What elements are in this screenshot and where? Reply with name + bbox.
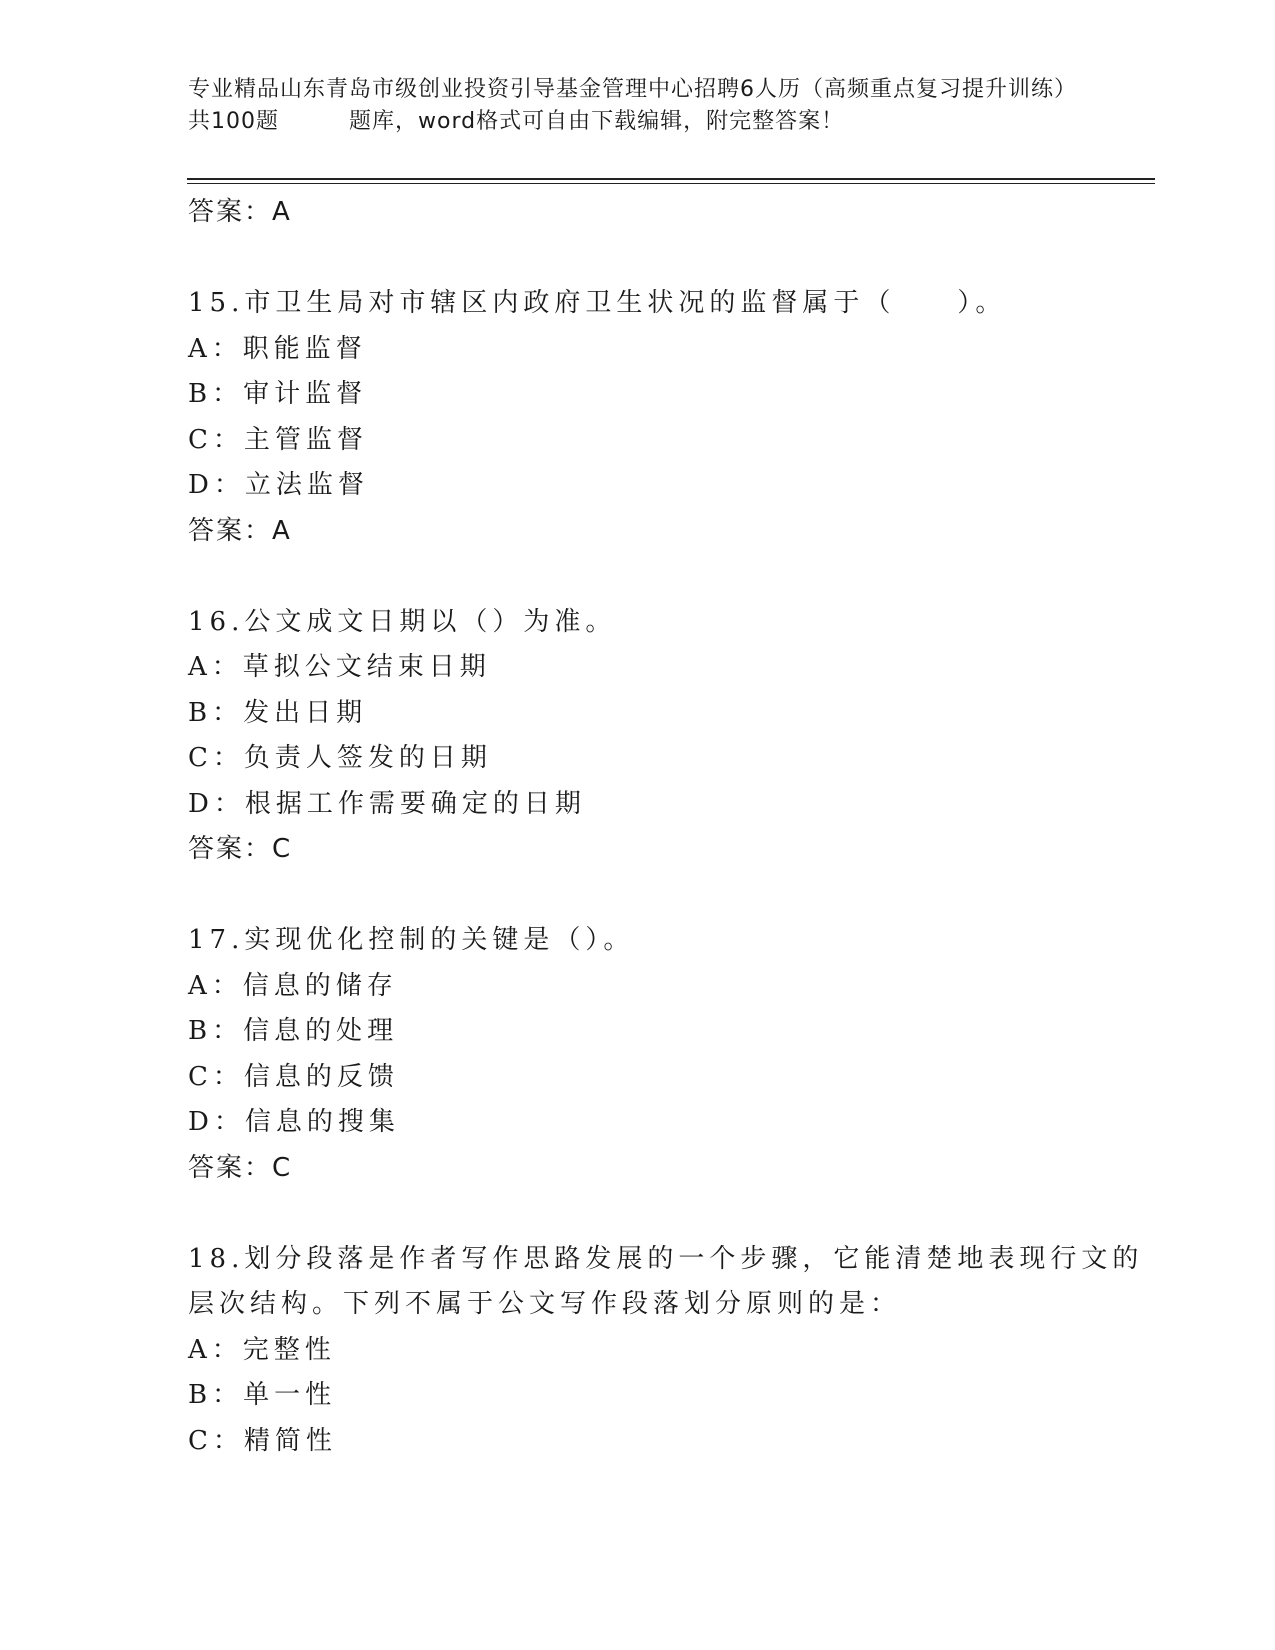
header-rule (187, 178, 1155, 180)
question-stem: 16.公文成文日期以（）为准。 (188, 606, 617, 637)
question-18 (188, 1237, 1144, 1465)
option-b: B：审计监督 (188, 379, 368, 409)
option-d: D：立法监督 (188, 470, 369, 500)
option-b: B：发出日期 (188, 697, 368, 728)
option-c: C：精简性 (188, 1425, 337, 1456)
option-a: A：草拟公文结束日期 (188, 652, 491, 682)
option-b: B：信息的处理 (188, 1016, 399, 1046)
answer: 答案：A (188, 515, 292, 546)
option-d: D：信息的搜集 (188, 1107, 400, 1137)
question-stem: 17.实现优化控制的关键是（）。 (188, 925, 635, 955)
option-a: A：职能监督 (188, 333, 367, 364)
option-c: C：信息的反馈 (188, 1061, 399, 1092)
answer-14: 答案：A (188, 197, 292, 227)
spacer (188, 236, 1088, 282)
answer: 答案：C (188, 834, 293, 864)
question-15 (188, 281, 1088, 554)
option-d: D：根据工作需要确定的日期 (188, 788, 586, 819)
option-a: A：完整性 (188, 1334, 336, 1365)
question-stem: 15.市卫生局对市辖区内政府卫生状况的监督属于（ ）。 (188, 288, 1007, 318)
spacer (188, 1191, 1088, 1237)
question-stem-line-1: 18.划分段落是作者写作思路发展的一个步骤，它能清楚地表现行文的 (188, 1243, 1144, 1274)
question-17 (188, 918, 1088, 1191)
question-list (188, 190, 1144, 1464)
option-b: B：单一性 (188, 1380, 337, 1410)
option-a: A：信息的储存 (188, 970, 398, 1001)
header-rule-thin (187, 183, 1155, 184)
question-stem-line-2: 层次结构。下列不属于公文写作段落划分原则的是： (188, 1289, 902, 1319)
header-subtitle: 题库，word格式可自由下载编辑，附完整答案！ (349, 109, 845, 134)
page-header (188, 74, 1088, 138)
answer: 答案：C (188, 1152, 293, 1183)
question-16 (188, 600, 1088, 873)
spacer (188, 554, 1088, 600)
spacer (188, 873, 1088, 919)
option-c: C：负责人签发的日期 (188, 743, 492, 773)
option-c: C：主管监督 (188, 424, 368, 455)
header-title: 专业精品山东青岛市级创业投资引导基金管理中心招聘6人历（高频重点复习提升训练）共100题 (188, 77, 1077, 134)
